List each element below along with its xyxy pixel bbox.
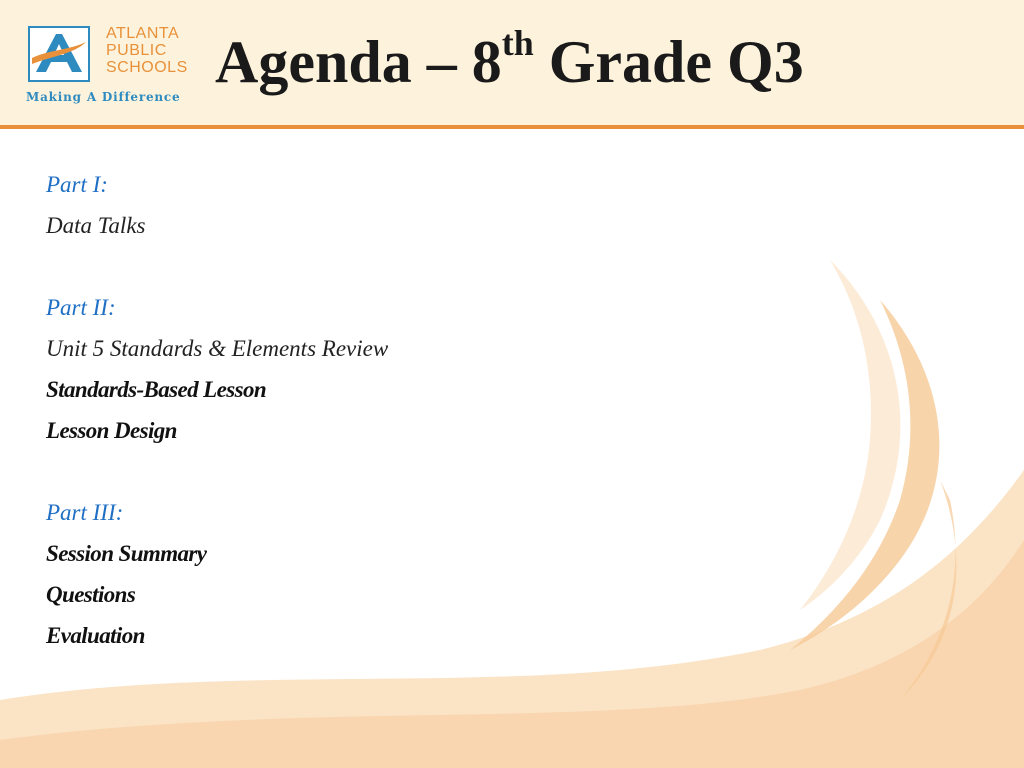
agenda-item: Session Summary — [46, 541, 207, 566]
letter-a-icon — [30, 28, 88, 80]
logo-tagline: Making A Difference — [26, 90, 181, 104]
logo-text-line: SCHOOLS — [106, 59, 188, 76]
part-heading: Part I: — [46, 172, 108, 197]
logo-text-line: PUBLIC — [106, 42, 167, 59]
slide-title — [215, 22, 804, 102]
agenda-list — [46, 166, 646, 658]
spacer — [46, 248, 646, 289]
atlanta-public-schools-logo — [22, 22, 204, 108]
spacer — [46, 453, 646, 494]
agenda-item: Evaluation — [46, 623, 145, 648]
logo-emblem — [28, 26, 90, 82]
title-suffix: Grade Q3 — [533, 29, 804, 95]
agenda-item: Data Talks — [46, 213, 146, 238]
part-heading: Part II: — [46, 295, 116, 320]
title-superscript: th — [501, 23, 534, 63]
logo-text-line: ATLANTA — [106, 25, 180, 42]
agenda-item: Questions — [46, 582, 136, 607]
agenda-item: Lesson Design — [46, 418, 177, 443]
agenda-item: Standards-Based Lesson — [46, 377, 267, 402]
title-prefix: Agenda – 8 — [215, 29, 502, 95]
part-heading: Part III: — [46, 500, 124, 525]
header-divider — [0, 125, 1024, 129]
agenda-item: Unit 5 Standards & Elements Review — [46, 336, 389, 361]
